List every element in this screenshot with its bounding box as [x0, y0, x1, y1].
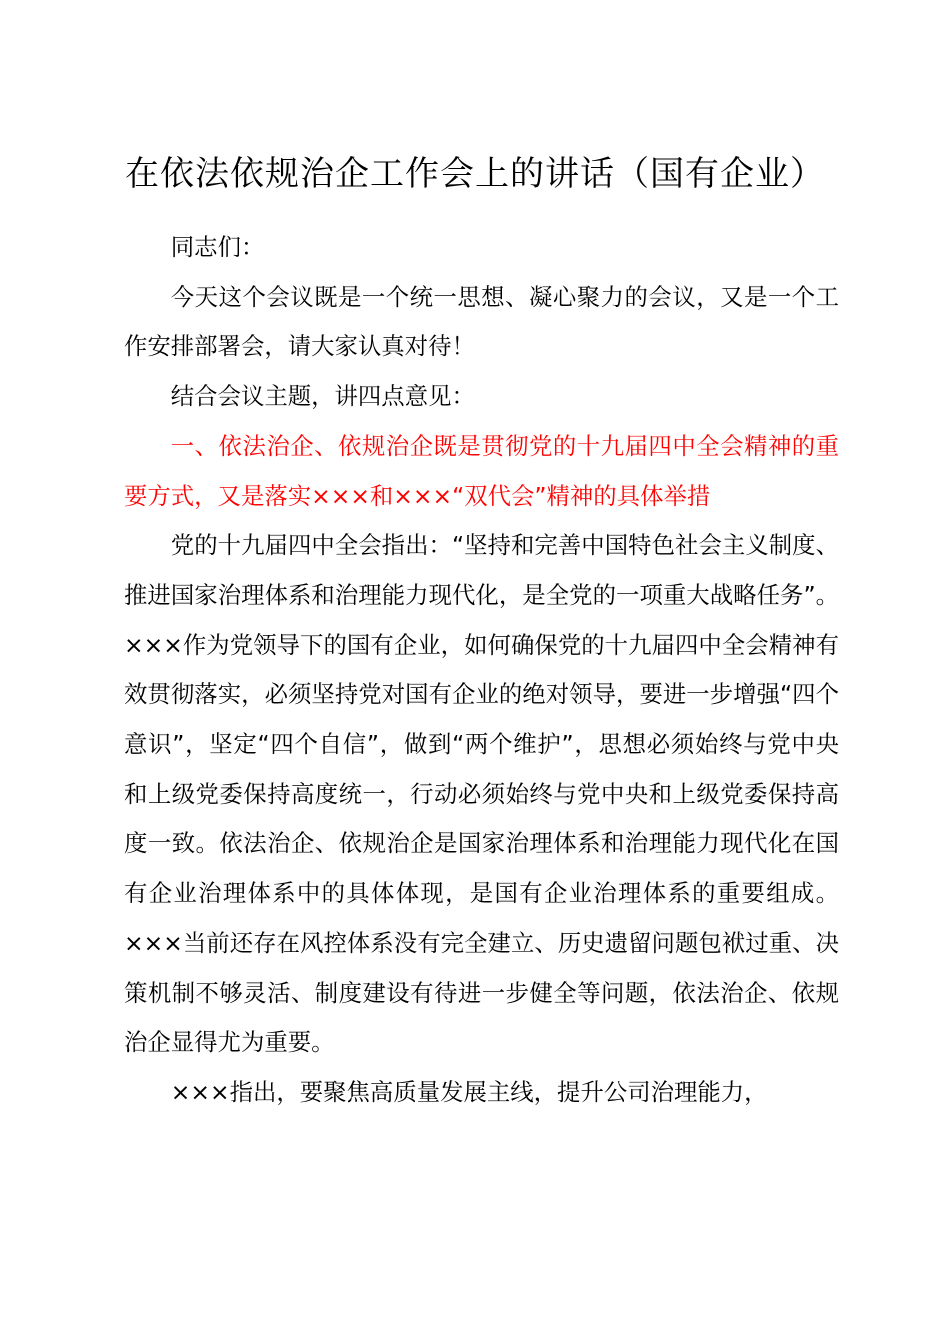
document-body — [124, 223, 839, 1118]
paragraph-section-2: ×××指出，要聚焦高质量发展主线，提升公司治理能力， — [170, 1077, 768, 1106]
greeting: 同志们： — [170, 233, 265, 261]
paragraph-intro: 今天这个会议既是一个统一思想、凝心聚力的会议，又是一个工作安排部署会，请大家认真对待！ — [124, 282, 839, 361]
paragraph-section-1: 党的十九届四中全会指出：“坚持和完善中国特色社会主义制度、推进国家治理体系和治理能力现代化，是全党的一项重大战略任务”。×××作为党领导下的国有企业，如何确保党的十九届四中全会精神有效贯彻落实，必须坚持党对国有企业的绝对领导，要进一步增强“四个意识”，坚定“四个自信”，做到“两个维护”，思想必须始终与党中央和上级党委保持高度统一，行动必须始终与党中央和上级党委保持高度一致。依法治企、依规治企是国家治理体系和治理能力现代化在国有企业治理体系中的具体体现，是国有企业治理体系的重要组成。×××当前还存在风控体系没有完全建立、历史遗留问题包袱过重、决策机制不够灵活、制度建设有待进一步健全等问题，依法治企、依规治企显得尤为重要。 — [124, 531, 839, 1057]
paragraph-outline: 结合会议主题，讲四点意见： — [170, 382, 475, 411]
document-title: 在依法依规治企工作会上的讲话（国有企业） — [125, 154, 825, 194]
section-heading-1: 一、依法治企、依规治企既是贯彻党的十九届四中全会精神的重要方式，又是落实×××和×××“双代会”精神的具体举措 — [124, 431, 839, 510]
